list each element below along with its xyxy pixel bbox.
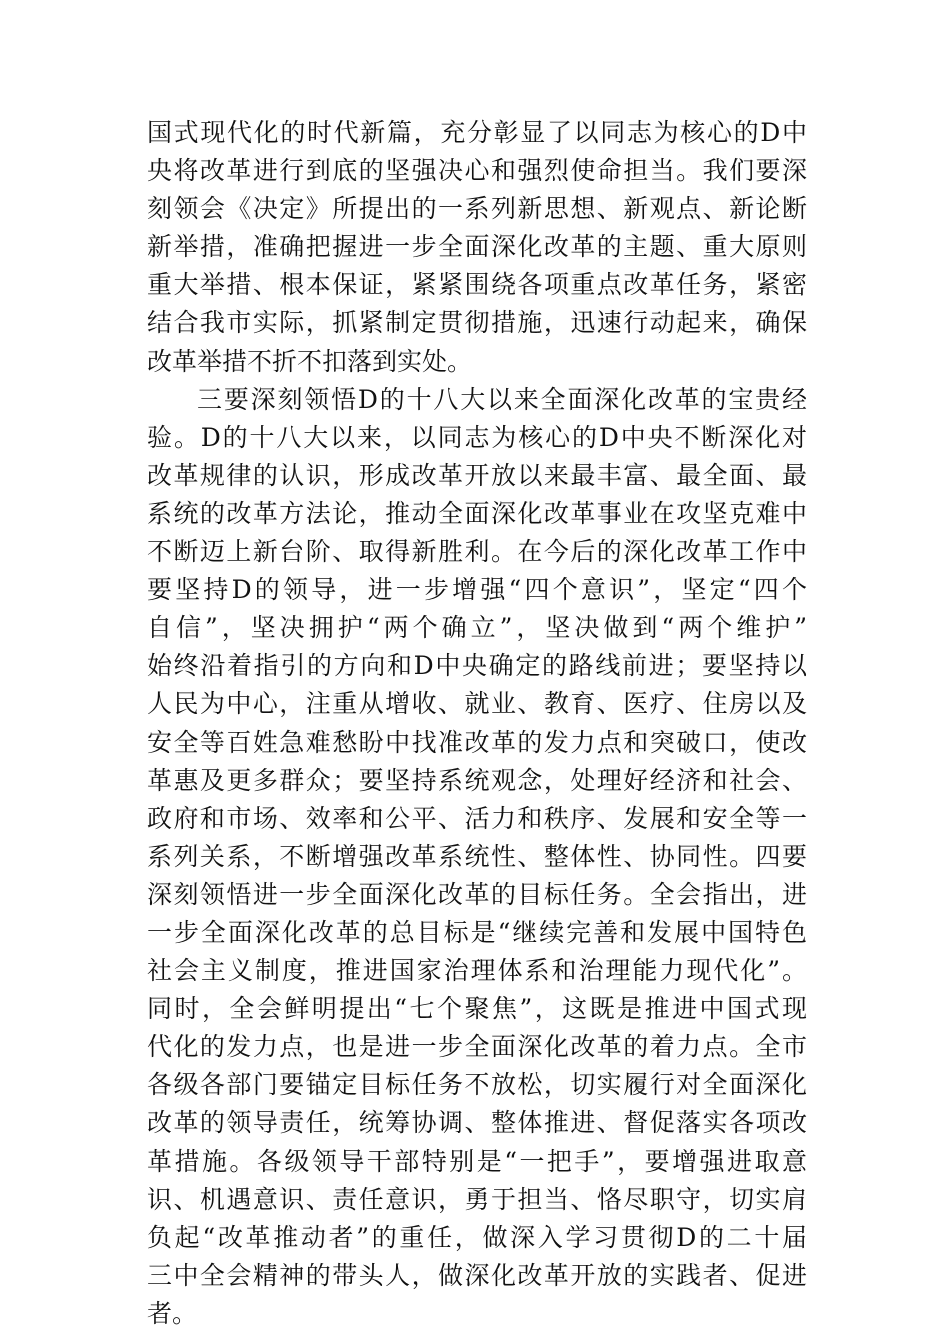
text-line: 负起“改革推动者”的重任，做深入学习贯彻D的二十届 bbox=[147, 1222, 807, 1252]
text-line: 系列关系，不断增强改革系统性、整体性、协同性。四要 bbox=[147, 841, 807, 871]
text-line: 自信”，坚决拥护“两个确立”，坚决做到“两个维护” bbox=[147, 613, 807, 643]
text-line: 要坚持D的领导，进一步增强“四个意识”，坚定“四个 bbox=[147, 575, 807, 605]
text-line: 三中全会精神的带头人，做深化改革开放的实践者、促进 bbox=[147, 1260, 807, 1290]
text-line: 改革规律的认识，形成改革开放以来最丰富、最全面、最 bbox=[147, 460, 807, 490]
text-line: 国式现代化的时代新篇，充分彰显了以同志为核心的D中 bbox=[147, 118, 807, 147]
text-line: 人民为中心，注重从增收、就业、教育、医疗、住房以及 bbox=[147, 689, 807, 719]
text-line: 一步全面深化改革的总目标是“继续完善和发展中国特色 bbox=[147, 917, 807, 947]
text-line: 革措施。各级领导干部特别是“一把手”，要增强进取意 bbox=[147, 1146, 807, 1176]
text-line: 识、机遇意识、责任意识，勇于担当、恪尽职守，切实肩 bbox=[147, 1184, 807, 1214]
text-line: 社会主义制度，推进国家治理体系和治理能力现代化”。 bbox=[147, 956, 807, 986]
text-line: 不断迈上新台阶、取得新胜利。在今后的深化改革工作中 bbox=[147, 537, 807, 567]
paragraph-start-line: 三要深刻领悟D的十八大以来全面深化改革的宝贵经 bbox=[197, 384, 807, 414]
text-line: 深刻领悟进一步全面深化改革的目标任务。全会指出，进 bbox=[147, 879, 807, 909]
text-line: 革惠及更多群众；要坚持系统观念，处理好经济和社会、 bbox=[147, 765, 807, 795]
text-line: 者。 bbox=[147, 1298, 198, 1328]
text-line: 结合我市实际，抓紧制定贯彻措施，迅速行动起来，确保 bbox=[147, 308, 807, 338]
text-line: 改革举措不折不扣落到实处。 bbox=[147, 346, 473, 376]
text-line: 政府和市场、效率和公平、活力和秩序、发展和安全等一 bbox=[147, 803, 807, 833]
text-line: 央将改革进行到底的坚强决心和强烈使命担当。我们要深 bbox=[147, 156, 807, 186]
text-line: 验。D的十八大以来，以同志为核心的D中央不断深化对 bbox=[147, 422, 807, 452]
body-text bbox=[147, 114, 807, 1333]
text-line: 重大举措、根本保证，紧紧围绕各项重点改革任务，紧密 bbox=[147, 270, 807, 300]
text-line: 同时，全会鲜明提出“七个聚焦”，这既是推进中国式现 bbox=[147, 994, 807, 1024]
text-line: 改革的领导责任，统筹协调、整体推进、督促落实各项改 bbox=[147, 1108, 807, 1138]
text-line: 代化的发力点，也是进一步全面深化改革的着力点。全市 bbox=[147, 1032, 807, 1062]
text-line: 刻领会《决定》所提出的一系列新思想、新观点、新论断 bbox=[147, 194, 807, 224]
text-line: 安全等百姓急难愁盼中找准改革的发力点和突破口，使改 bbox=[147, 727, 807, 757]
text-line: 始终沿着指引的方向和D中央确定的路线前进；要坚持以 bbox=[147, 651, 807, 681]
text-line: 系统的改革方法论，推动全面深化改革事业在攻坚克难中 bbox=[147, 498, 807, 528]
text-line: 各级各部门要锚定目标任务不放松，切实履行对全面深化 bbox=[147, 1070, 807, 1100]
text-line: 新举措，准确把握进一步全面深化改革的主题、重大原则 bbox=[147, 232, 807, 262]
